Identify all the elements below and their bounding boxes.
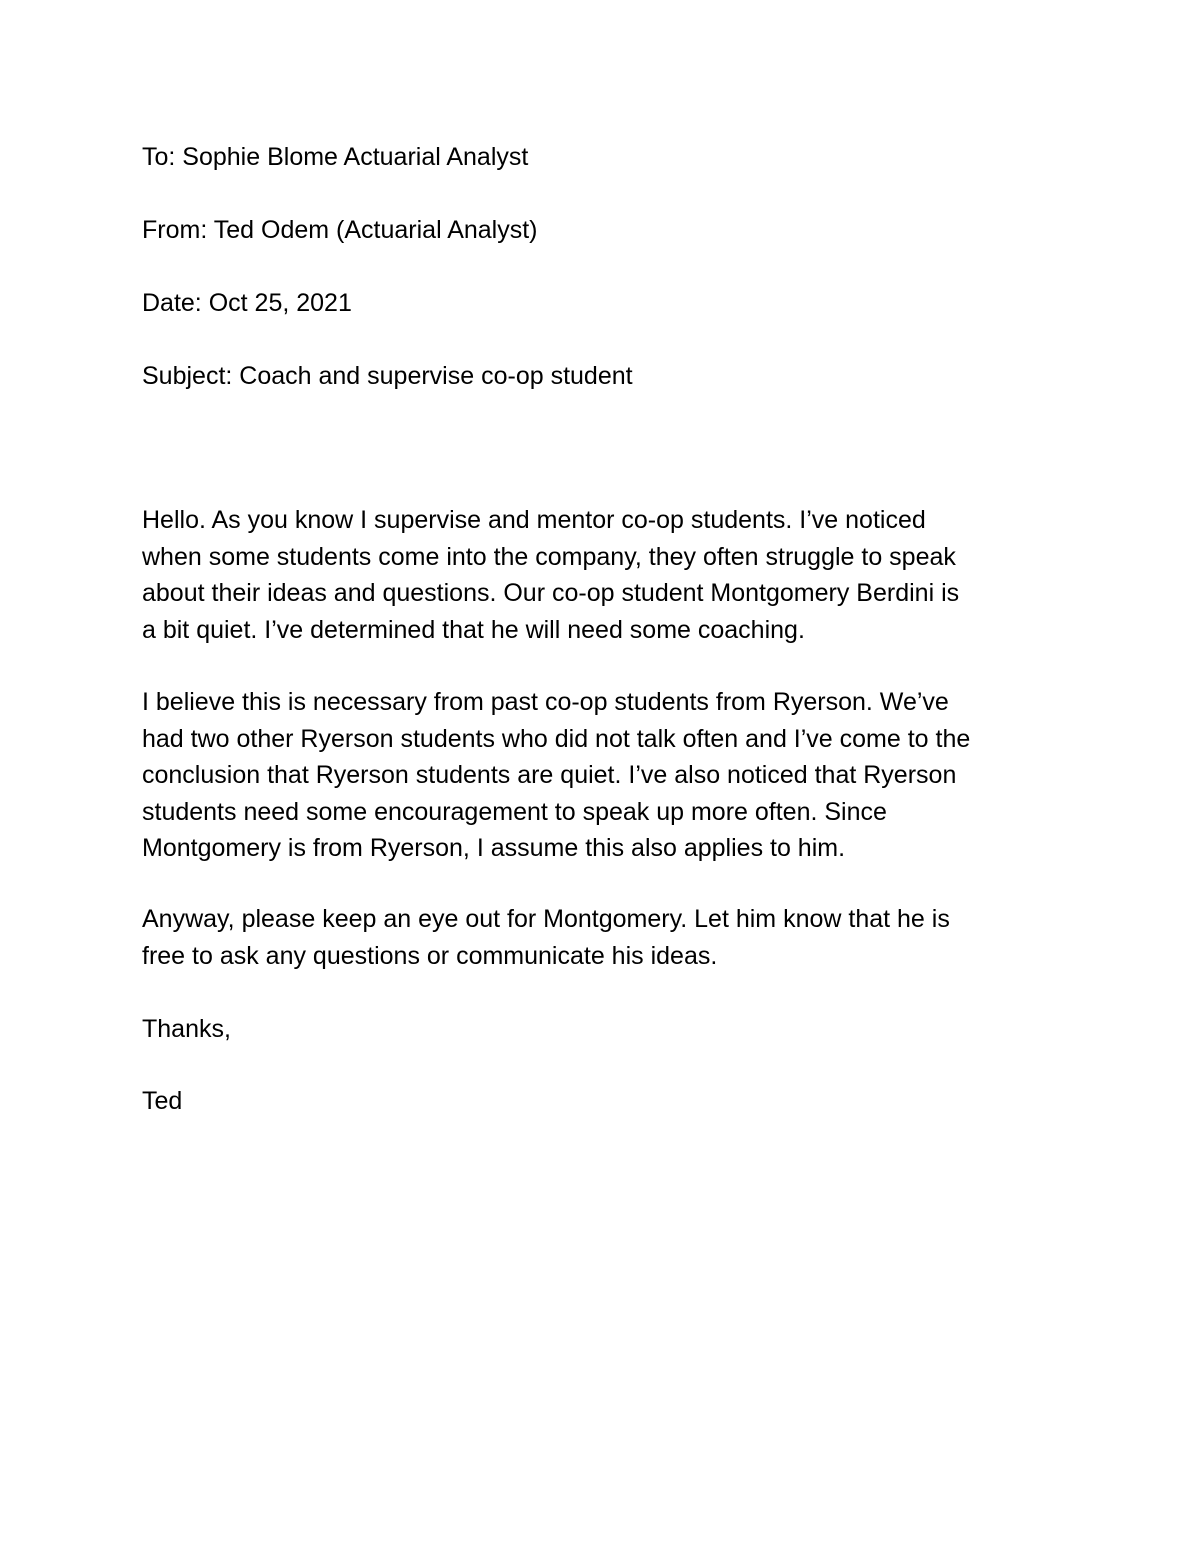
paragraph-line: conclusion that Ryerson students are quiet. I’ve also noticed that Ryerson — [142, 761, 957, 789]
paragraph-line: when some students come into the company, they often struggle to speak — [142, 542, 956, 571]
memo-to-line: To: Sophie Blome Actuarial Analyst — [142, 143, 529, 171]
paragraph-line: had two other Ryerson students who did not talk often and I’ve come to the — [142, 724, 971, 753]
paragraph-line: students need some encouragement to speak up more often. Since — [142, 797, 887, 826]
paragraph-line: a bit quiet. I’ve determined that he will need some coaching. — [142, 615, 805, 644]
paragraph-line: Hello. As you know I supervise and mentor co-op students. I’ve noticed — [142, 506, 926, 534]
body-paragraph-reasoning — [142, 684, 1102, 867]
closing-line: Thanks, — [142, 1015, 231, 1043]
paragraph-line: Anyway, please keep an eye out for Montgomery. Let him know that he is — [142, 905, 950, 933]
memo-subject-line: Subject: Coach and supervise co-op student — [142, 362, 633, 390]
body-paragraph-request — [142, 901, 1102, 974]
paragraph-line: free to ask any questions or communicate his ideas. — [142, 941, 718, 970]
memo-date-line: Date: Oct 25, 2021 — [142, 289, 352, 317]
paragraph-line: about their ideas and questions. Our co-op student Montgomery Berdini is — [142, 579, 960, 607]
paragraph-line: Montgomery is from Ryerson, I assume this also applies to him. — [142, 834, 846, 862]
memo-from-line: From: Ted Odem (Actuarial Analyst) — [142, 216, 538, 244]
signature-name: Ted — [142, 1087, 183, 1115]
body-paragraph-intro — [142, 502, 1102, 648]
paragraph-line: I believe this is necessary from past co-op students from Ryerson. We’ve — [142, 688, 949, 716]
